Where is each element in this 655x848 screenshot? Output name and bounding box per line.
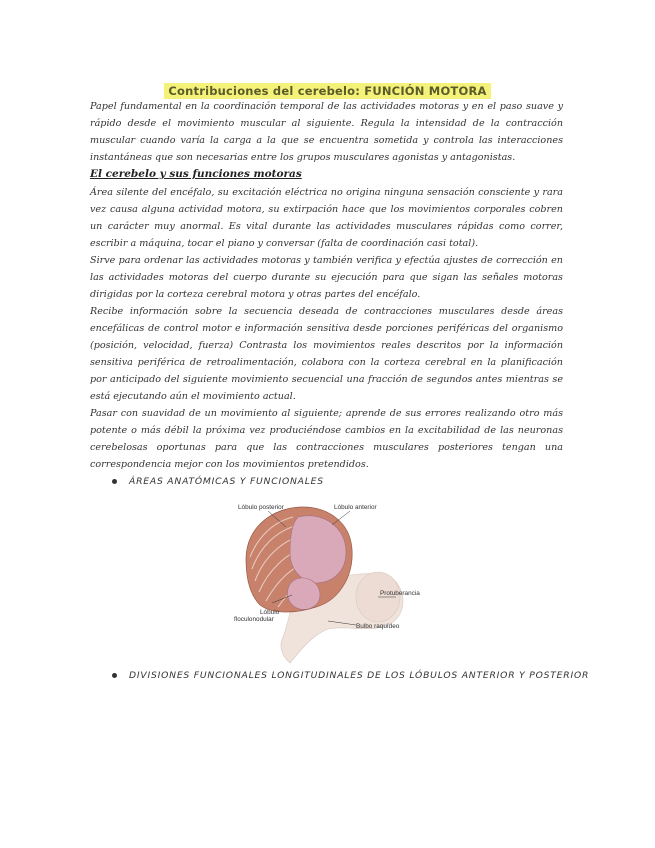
label-bulbo: Bulbo raquídeo <box>356 623 400 630</box>
paragraph: Sirve para ordenar las actividades motoras y también verifica y efectúa ajustes de corrección en las actividades motoras del cuerpo durante su ejecución para que sigan las señales motoras dirigidas por la corteza cerebral motora y otras partes del encéfalo. <box>90 255 563 300</box>
bullet-dot-icon <box>112 479 117 484</box>
bullet-dot-icon <box>112 673 117 678</box>
title-container <box>0 80 655 99</box>
paragraph: Pasar con suavidad de un movimiento al siguiente; aprende de sus errores realizando otro más potente o más débil la próxima vez produciéndose cambios en la excitabilidad de las neuronas cerebelosas oportunas para que las contracciones musculares posteriores tengan una correspondencia mejor con los movimientos pretendidos. <box>90 408 563 470</box>
intro-block <box>90 98 563 166</box>
label-protuberancia: Protuberancia <box>380 590 420 597</box>
paragraph: Recibe información sobre la secuencia deseada de contracciones musculares desde áreas encefálicas de control motor e información sensitiva desde porciones periféricas del organismo (posición, velocidad, fuerza) Contrasta los movimientos reales descritos por la información sensitiva periférica de retroalimentación, colabora con la corteza cerebral en la planificación por anticipado del siguiente movimiento secuencial una fracción de segundos antes mientras se está ejecutando aún el movimiento actual. <box>90 306 563 402</box>
label-flocculonodular-1: Lóbulo <box>260 609 280 616</box>
bullet-item <box>112 476 324 487</box>
label-flocculonodular-2: floculonodular <box>234 616 274 623</box>
label-anterior-lobe: Lóbulo anterior <box>334 504 377 511</box>
cerebellum-figure <box>228 497 428 667</box>
label-posterior-lobe: Lóbulo posterior <box>238 504 284 511</box>
cerebellum-diagram <box>228 497 428 667</box>
page-title: Contribuciones del cerebelo: FUNCIÓN MOTORA <box>164 83 490 99</box>
section-heading: El cerebelo y sus funciones motoras <box>90 168 302 180</box>
bullet-text: ÁREAS ANATÓMICAS Y FUNCIONALES <box>129 476 324 487</box>
intro-paragraph: Papel fundamental en la coordinación temporal de las actividades motoras y en el paso suave y rápido desde el movimiento muscular al siguiente. Regula la intensidad de la contracción muscular cuando varía la carga a la que se encuentra sometida y controla las interacciones instantáneas que son necesarias entre los grupos musculares agonistas y antagonistas. <box>90 101 563 163</box>
bullet-item <box>112 670 589 681</box>
bullet-text: DIVISIONES FUNCIONALES LONGITUDINALES DE LOS LÓBULOS ANTERIOR Y POSTERIOR <box>129 670 590 681</box>
body-block <box>90 184 563 473</box>
paragraph: Área silente del encéfalo, su excitación eléctrica no origina ninguna sensación consciente y rara vez causa alguna actividad motora, su extirpación hace que los movimientos corporales cobren un carácter muy anormal. Es vital durante las actividades musculares rápidas como correr, escribir a máquina, tocar el piano y conversar (falta de coordinación casi total). <box>90 187 563 249</box>
